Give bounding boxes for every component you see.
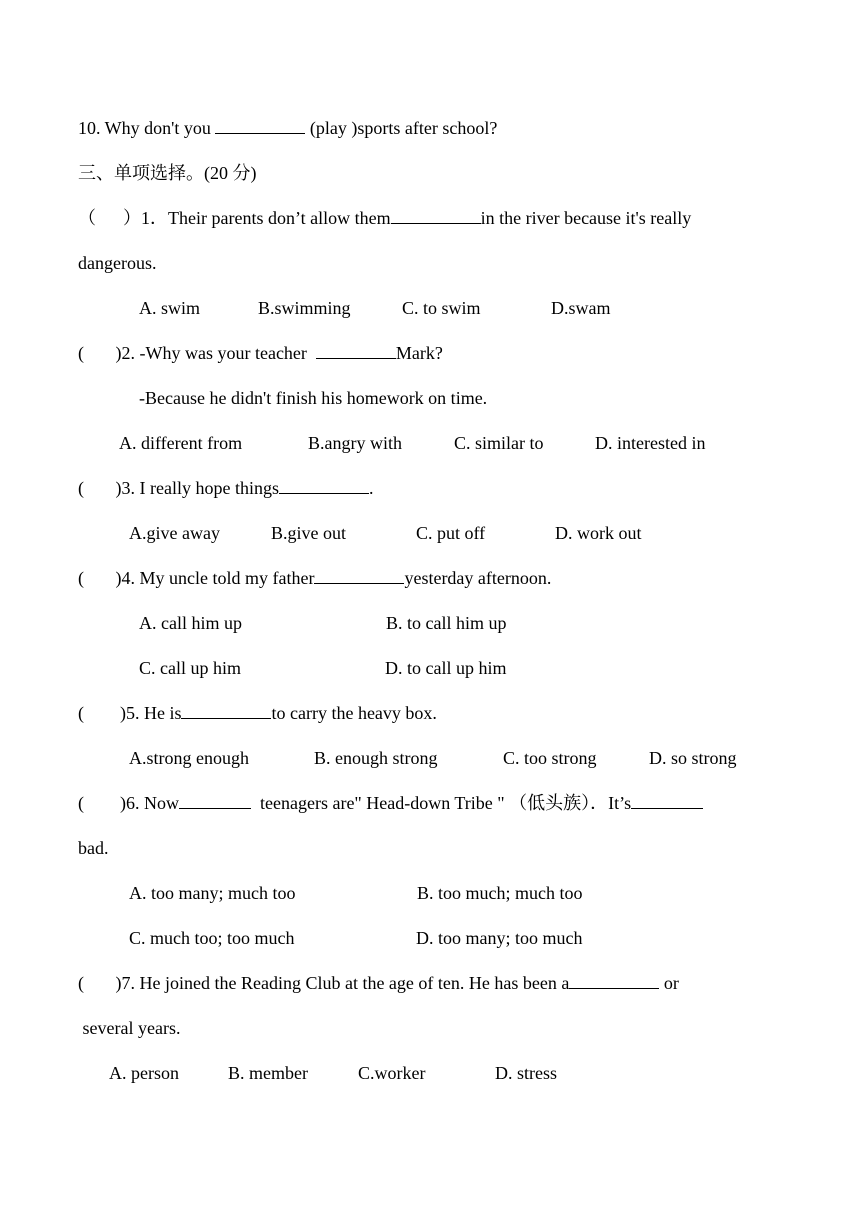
question-6	[78, 791, 703, 815]
answer-blank	[569, 971, 659, 989]
q6-option-d: D. too many; too much	[416, 928, 583, 948]
q4-option-b: B. to call him up	[386, 613, 507, 633]
q1-option-c: C. to swim	[402, 298, 481, 318]
question-5	[78, 701, 437, 725]
q6-option-b: B. too much; much too	[417, 883, 583, 903]
q1-option-b: B.swimming	[258, 298, 351, 318]
question-1	[78, 206, 691, 230]
q1-option-a: A. swim	[139, 298, 201, 318]
question-3	[78, 476, 373, 500]
question-1-after: in the river because it's really	[480, 208, 692, 228]
question-3-after: .	[368, 478, 374, 498]
question-7-continuation: several years.	[78, 1018, 181, 1038]
question-1-prefix: （ ）1．Their parents don’t allow them	[78, 208, 391, 228]
answer-blank	[314, 566, 404, 584]
q2-option-d: D. interested in	[595, 433, 706, 453]
question-7-after: or	[659, 973, 679, 993]
q5-option-d: D. so strong	[649, 748, 737, 768]
question-4-after: yesterday afternoon.	[404, 568, 552, 588]
q7-option-b: B. member	[228, 1063, 308, 1083]
question-10-text-before: 10. Why don't you	[78, 118, 216, 138]
q1-option-d: D.swam	[551, 298, 611, 318]
question-1-continuation: dangerous.	[78, 253, 157, 273]
question-2-after: Mark?	[395, 343, 443, 363]
section-3-title: 三、单项选择。(20 分)	[78, 163, 257, 183]
q4-option-c: C. call up him	[139, 658, 241, 678]
answer-blank	[316, 341, 396, 359]
q5-option-b: B. enough strong	[314, 748, 438, 768]
question-2-answer-line: -Because he didn't finish his homework on time.	[139, 388, 488, 408]
q5-option-a: A.strong enough	[129, 748, 249, 768]
answer-blank	[179, 791, 251, 809]
question-4	[78, 566, 551, 590]
question-7	[78, 971, 679, 995]
q2-option-c: C. similar to	[454, 433, 544, 453]
question-5-prefix: ( )5. He is	[78, 703, 182, 723]
question-5-after: to carry the heavy box.	[271, 703, 437, 723]
q4-option-d: D. to call up him	[385, 658, 507, 678]
q7-option-c: C.worker	[358, 1063, 426, 1083]
q2-option-b: B.angry with	[308, 433, 402, 453]
q6-option-a: A. too many; much too	[129, 883, 296, 903]
q3-option-a: A.give away	[129, 523, 220, 543]
q4-option-a: A. call him up	[139, 613, 242, 633]
question-7-prefix: ( )7. He joined the Reading Club at the age of ten. He has been a	[78, 973, 570, 993]
q7-option-d: D. stress	[495, 1063, 557, 1083]
question-6-middle: teenagers are" Head-down Tribe " （低头族）．It’s	[251, 793, 632, 813]
q2-option-a: A. different from	[119, 433, 243, 453]
answer-blank	[631, 791, 703, 809]
answer-blank	[181, 701, 271, 719]
q6-option-c: C. much too; too much	[129, 928, 295, 948]
q3-option-b: B.give out	[271, 523, 346, 543]
q3-option-d: D. work out	[555, 523, 642, 543]
q7-option-a: A. person	[109, 1063, 179, 1083]
answer-blank	[391, 206, 481, 224]
answer-blank	[215, 116, 305, 134]
answer-blank	[279, 476, 369, 494]
question-6-continuation: bad.	[78, 838, 109, 858]
question-2	[78, 341, 443, 365]
question-4-prefix: ( )4. My uncle told my father	[78, 568, 315, 588]
question-10-text-after: (play )sports after school?	[305, 118, 498, 138]
q5-option-c: C. too strong	[503, 748, 597, 768]
q3-option-c: C. put off	[416, 523, 486, 543]
question-6-prefix: ( )6. Now	[78, 793, 179, 813]
question-2-prefix: ( )2. -Why was your teacher	[78, 343, 316, 363]
question-3-prefix: ( )3. I really hope things	[78, 478, 279, 498]
question-10	[78, 116, 497, 140]
